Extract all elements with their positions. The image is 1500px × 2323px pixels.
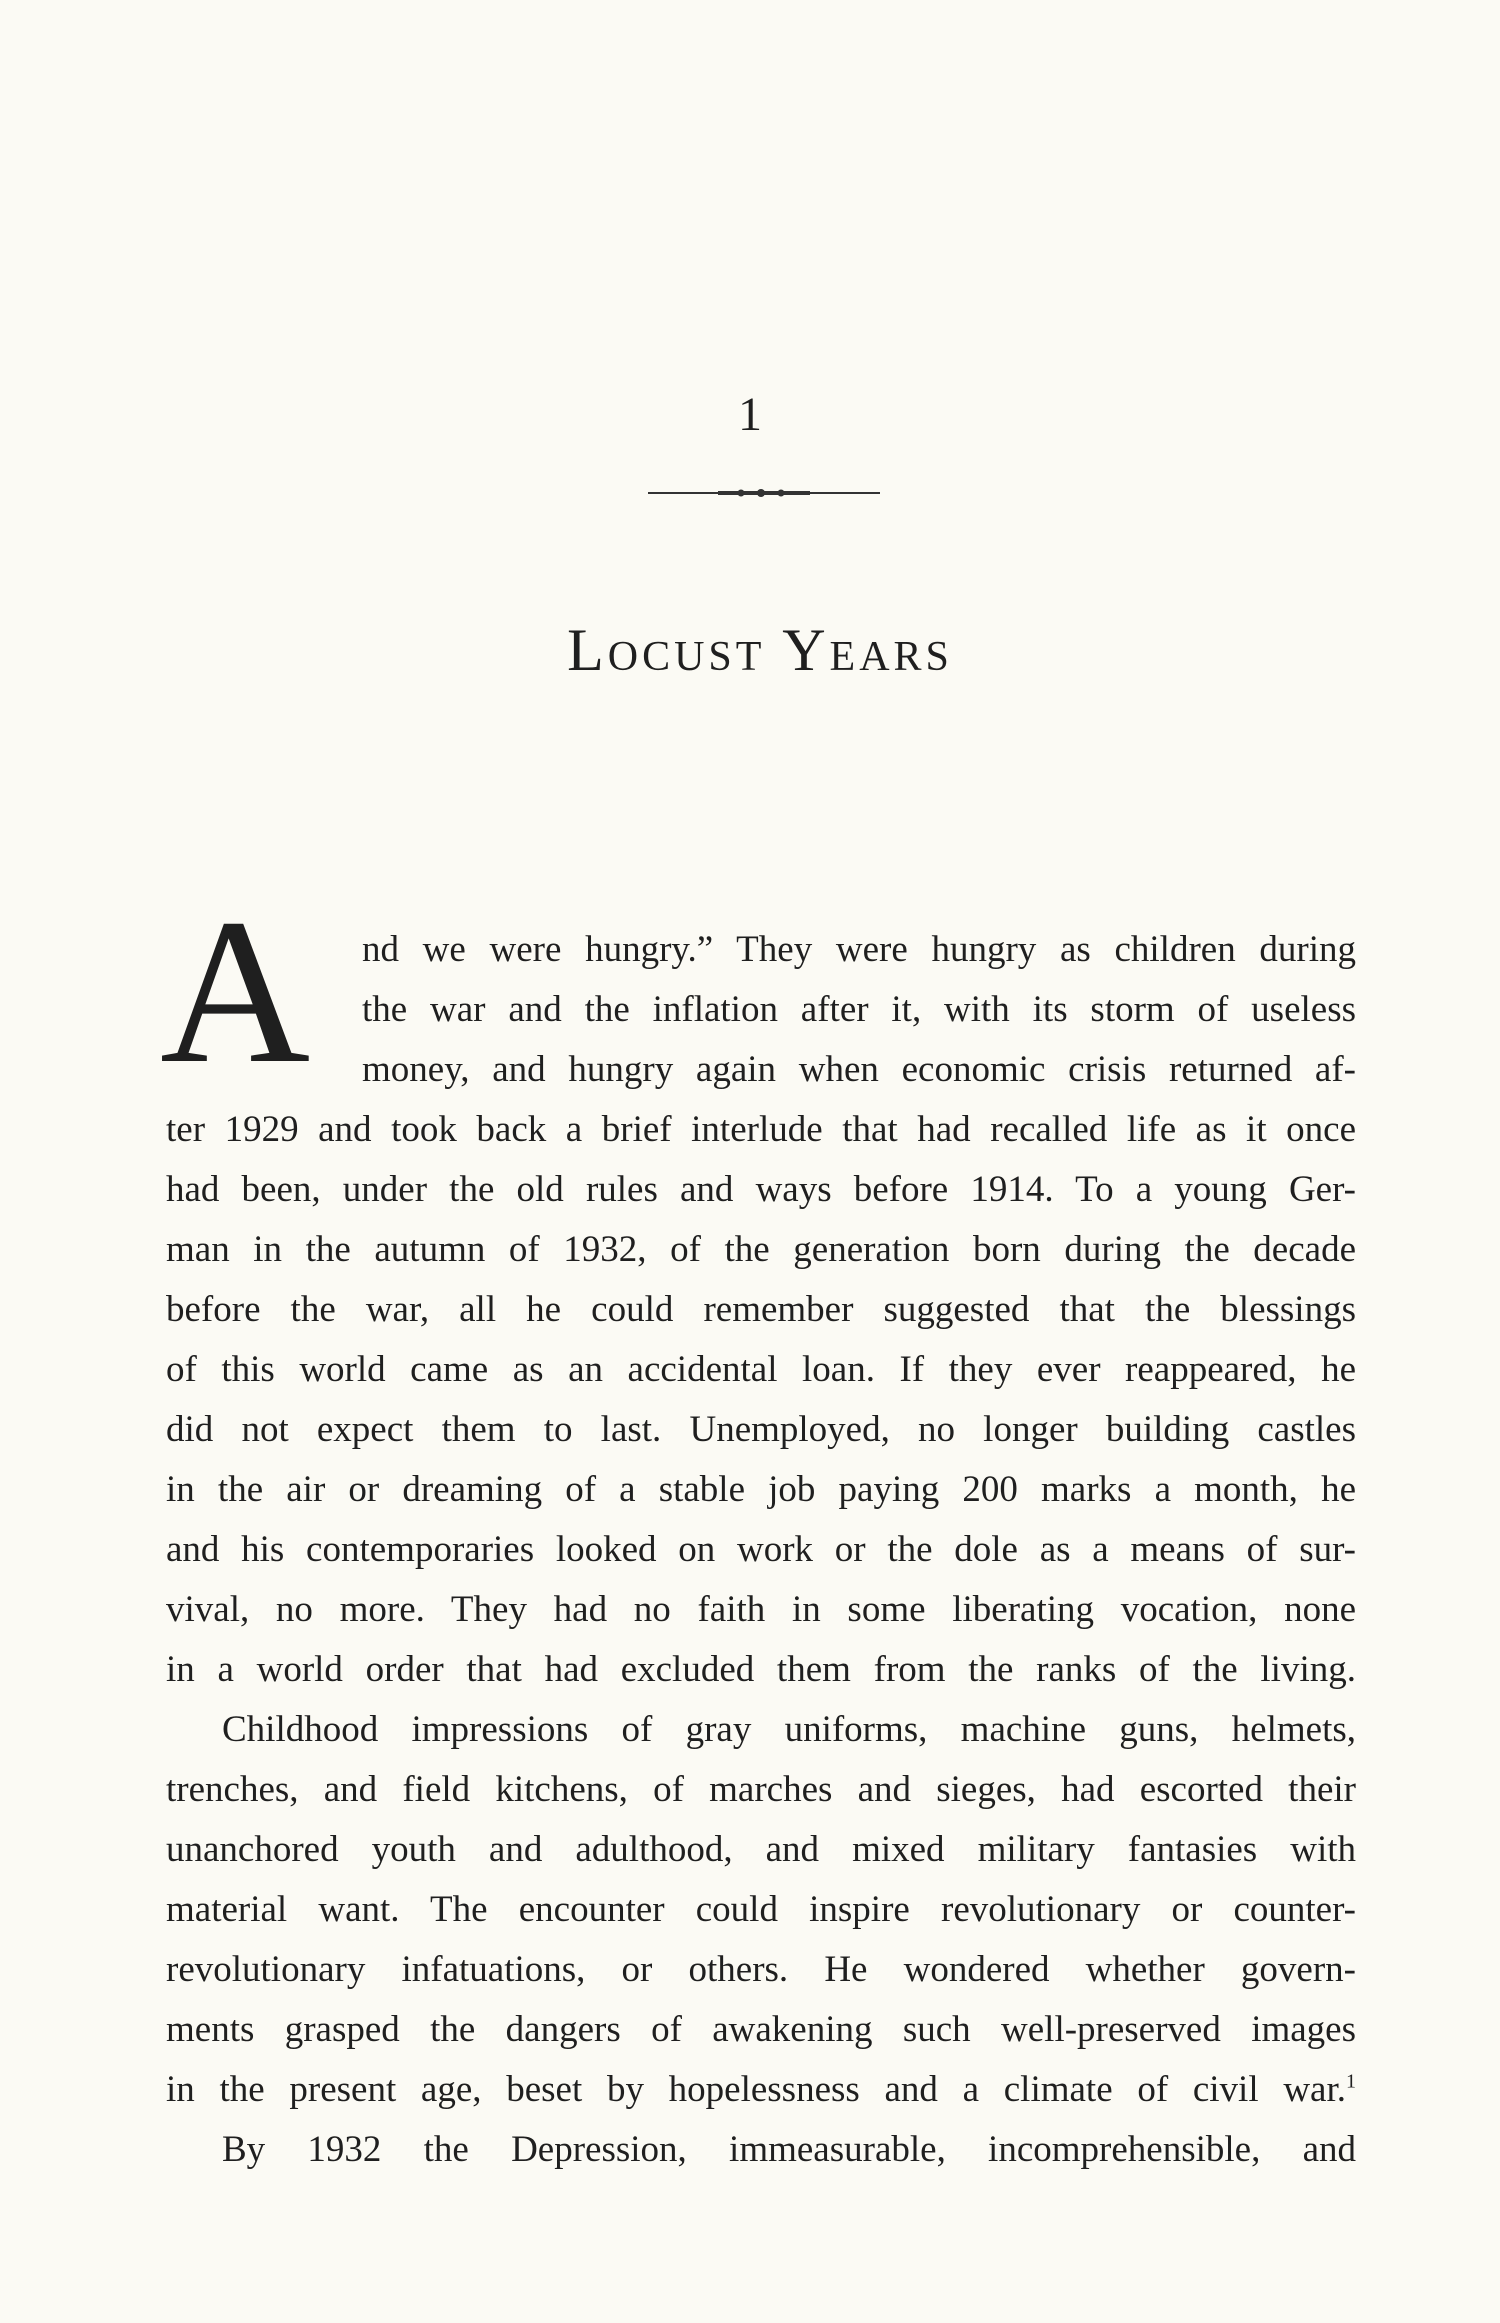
line-text: in the present age, beset by hopelessness and a climate of civil war. xyxy=(166,2069,1346,2110)
ornament-divider xyxy=(648,484,880,502)
text-line xyxy=(166,1460,1356,1520)
line-text: the war and the inflation after it, with its storm of useless xyxy=(362,989,1356,1030)
line-text: had been, under the old rules and ways before 1914. To a young Ger- xyxy=(166,1169,1356,1210)
footnote-ref: 1 xyxy=(1346,2070,1356,2093)
line-text: revolutionary infatuations, or others. He wondered whether govern- xyxy=(166,1949,1356,1990)
text-line xyxy=(166,1340,1356,1400)
line-text: of this world came as an accidental loan. If they ever reappeared, he xyxy=(166,1349,1356,1390)
line-text: in the air or dreaming of a stable job paying 200 marks a month, he xyxy=(166,1469,1356,1510)
text-line xyxy=(222,2120,1356,2180)
text-line xyxy=(166,1580,1356,1640)
text-line xyxy=(166,1760,1356,1820)
line-text: ments grasped the dangers of awakening such well-preserved images xyxy=(166,2009,1356,2050)
text-line xyxy=(166,1400,1356,1460)
line-text: money, and hungry again when economic crisis returned af- xyxy=(362,1049,1356,1090)
text-line xyxy=(166,1160,1356,1220)
chapter-title: Locust Years xyxy=(567,617,953,683)
text-line xyxy=(166,1520,1356,1580)
line-text: trenches, and field kitchens, of marches and sieges, had escorted their xyxy=(166,1769,1356,1810)
text-line xyxy=(166,1640,1356,1700)
drop-cap: A xyxy=(160,876,311,1106)
line-text: and his contemporaries looked on work or the dole as a means of sur- xyxy=(166,1529,1356,1570)
text-line xyxy=(222,1700,1356,1760)
text-line xyxy=(166,1220,1356,1280)
line-text: did not expect them to last. Unemployed, no longer building castles xyxy=(166,1409,1356,1450)
line-text: Childhood impressions of gray uniforms, machine guns, helmets, xyxy=(222,1709,1356,1750)
line-text: unanchored youth and adulthood, and mixed military fantasies with xyxy=(166,1829,1356,1870)
line-text: By 1932 the Depression, immeasurable, incomprehensible, and xyxy=(222,2129,1356,2170)
text-line xyxy=(166,2000,1356,2060)
text-line xyxy=(362,980,1356,1040)
text-line xyxy=(166,1880,1356,1940)
text-line xyxy=(166,1280,1356,1340)
chapter-number: 1 xyxy=(738,388,762,441)
line-text: material want. The encounter could inspire revolutionary or counter- xyxy=(166,1889,1356,1930)
line-text: vival, no more. They had no faith in some liberating vocation, none xyxy=(166,1589,1356,1630)
line-text: before the war, all he could remember suggested that the blessings xyxy=(166,1289,1356,1330)
text-line xyxy=(362,920,1356,980)
text-line xyxy=(362,1040,1356,1100)
text-line xyxy=(166,1100,1356,1160)
text-line xyxy=(166,1940,1356,2000)
line-text: nd we were hungry.” They were hungry as children during xyxy=(362,929,1356,970)
text-line xyxy=(166,1820,1356,1880)
line-text: in a world order that had excluded them from the ranks of the living. xyxy=(166,1649,1356,1690)
text-line xyxy=(166,2060,1356,2120)
line-text: man in the autumn of 1932, of the generation born during the decade xyxy=(166,1229,1356,1270)
line-text: ter 1929 and took back a brief interlude that had recalled life as it once xyxy=(166,1109,1356,1150)
